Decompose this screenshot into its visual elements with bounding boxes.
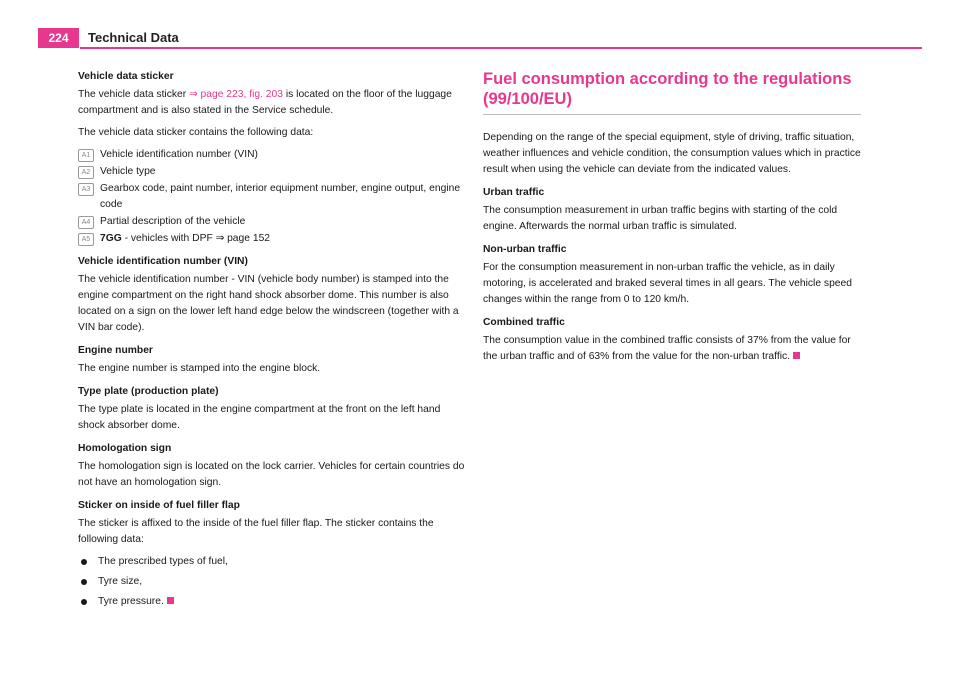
marker-badge: A4 <box>78 216 94 229</box>
header-rule <box>80 47 922 49</box>
section-heading: Non-urban traffic <box>483 244 567 255</box>
fuel-flap-sticker-section <box>78 498 468 610</box>
marker-badge: A5 <box>78 233 94 246</box>
list-item-text: Partial description of the vehicle <box>100 216 246 227</box>
paragraph: For the consumption measurement in non-urban traffic the vehicle, as in daily motoring, is accelerated and braked several times in all gears. The vehicle speed changes within the range from 0 to 120 km/h. <box>483 262 852 305</box>
vin-section <box>78 254 468 336</box>
paragraph: The homologation sign is located on the lock carrier. Vehicles for certain countries do not have an homologation sign. <box>78 461 465 488</box>
section-heading: Combined traffic <box>483 317 565 328</box>
bullet-item <box>78 554 468 570</box>
urban-traffic-section <box>483 185 861 235</box>
page-reference-link[interactable]: ⇒ page 223, fig. 203 <box>189 89 283 100</box>
list-item-text: Gearbox code, paint number, interior equipment number, engine output, engine code <box>100 183 461 210</box>
homologation-section <box>78 441 468 491</box>
type-plate-section <box>78 384 468 434</box>
marker-badge: A1 <box>78 149 94 162</box>
bullet-text: Tyre size, <box>98 576 143 587</box>
section-heading: Sticker on inside of fuel filler flap <box>78 500 240 511</box>
paragraph: The consumption measurement in urban traffic begins with starting of the cold engine. Afterwards the normal urban traffic is simulated. <box>483 205 838 232</box>
section-heading: Type plate (production plate) <box>78 386 219 397</box>
paragraph-text: The vehicle data sticker <box>78 89 187 100</box>
list-item <box>78 231 468 247</box>
marker-badge: A3 <box>78 183 94 196</box>
bullet-text: Tyre pressure. <box>98 596 164 607</box>
engine-number-section <box>78 343 468 377</box>
bullet-text: The prescribed types of fuel, <box>98 556 228 567</box>
list-item <box>78 164 468 180</box>
marker-badge: A2 <box>78 166 94 179</box>
running-header-title: Technical Data <box>88 30 179 45</box>
list-item-text: Vehicle identification number (VIN) <box>100 149 258 160</box>
paragraph: The vehicle identification number - VIN (vehicle body number) is stamped into the engine compartment on the right hand shock absorber dome. This number is also located on a sign on the lower left hand edge below the windscreen (together with a VIN bar code). <box>78 274 459 333</box>
vehicle-data-sticker-section <box>78 69 468 247</box>
non-urban-traffic-section <box>483 242 861 308</box>
section-heading: Urban traffic <box>483 187 545 198</box>
bullet-item <box>78 594 468 610</box>
page-number: 224 <box>38 28 79 48</box>
paragraph: The engine number is stamped into the engine block. <box>78 363 321 374</box>
bullet-dot <box>81 559 87 565</box>
title-rule <box>483 114 861 115</box>
paragraph-text: The consumption value in the combined traffic consists of 37% from the value for the urban traffic and of 63% from the value for the non-urban traffic. <box>483 335 851 362</box>
bullet-list <box>78 554 468 610</box>
section-heading: Homologation sign <box>78 443 172 454</box>
paragraph: The sticker is affixed to the inside of the fuel filler flap. The sticker contains the following data: <box>78 518 434 545</box>
section-end-mark <box>793 352 800 359</box>
list-item-text: - vehicles with DPF ⇒ page 152 <box>121 233 271 244</box>
section-heading: Engine number <box>78 345 153 356</box>
bullet-item <box>78 574 468 590</box>
right-column <box>483 69 861 372</box>
bullet-dot <box>81 579 87 585</box>
paragraph <box>483 333 861 365</box>
bullet-dot <box>81 599 87 605</box>
list-item <box>78 181 468 213</box>
list-item <box>78 214 468 230</box>
section-title: Fuel consumption according to the regulations (99/100/EU) <box>483 70 852 108</box>
combined-traffic-section <box>483 315 861 365</box>
sticker-data-list <box>78 147 468 247</box>
paragraph: The vehicle data sticker contains the following data: <box>78 127 314 138</box>
code-label: 7GG <box>100 233 122 244</box>
list-item <box>78 147 468 163</box>
paragraph-text: is located on the floor of the luggage compartment and is also stated in the Service schedule. <box>78 89 452 116</box>
section-end-mark <box>167 597 174 604</box>
section-heading: Vehicle data sticker <box>78 71 174 82</box>
section-heading: Vehicle identification number (VIN) <box>78 256 248 267</box>
list-item-text: Vehicle type <box>100 166 156 177</box>
paragraph: The type plate is located in the engine compartment at the front on the left hand shock absorber dome. <box>78 404 441 431</box>
intro-paragraph: Depending on the range of the special equipment, style of driving, traffic situation, weather influences and vehicle condition, the consumption values which in practice result when using the vehicle can deviate from the indicated values. <box>483 132 861 175</box>
left-column <box>78 69 468 617</box>
paragraph <box>78 87 468 119</box>
